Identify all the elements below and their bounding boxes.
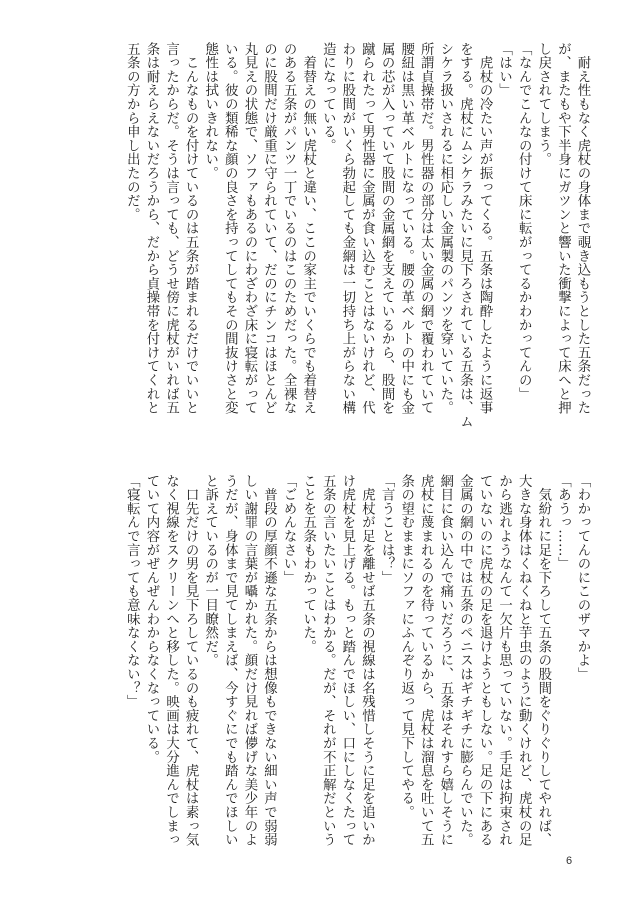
text-line: しい謝罪の言葉が囁かれた。顔だけ見れば儚げな美少年のよ	[241, 474, 257, 847]
text-line: 態性は拭いきれない。	[202, 42, 218, 180]
text-line: 造になっている。	[320, 42, 336, 153]
text-line: から逃れようなんて一欠片も思っていない。手足は拘束され	[496, 474, 512, 847]
text-line: ていないのに虎杖の足を退けようともしない。足の下にある	[477, 474, 493, 847]
text-line: し戻されてしまう。	[535, 42, 551, 167]
text-line: うだが、身体まで見てしまえば、今すぐにでも踏んでほしい	[222, 474, 238, 847]
text-line: け虎杖を見上げる。もっと踏んでほしい、口にしなくたって	[339, 474, 355, 847]
text-line: 口先だけの男を見下ろしているのも疲れて、虎杖は素っ気	[183, 474, 199, 847]
text-line: 耐え性もなく虎杖の身体まで覗き込もうとした五条だった	[575, 42, 590, 415]
text-line: 大きな身体はくねくねと芋虫のように動くけれど、虎杖の足	[516, 474, 532, 847]
text-line: 「言うことは？」	[379, 474, 395, 585]
text-line: 「あうっ……」	[555, 474, 571, 571]
text-line: 「なんでこんなの付けて床に転がってるかわかってんの」	[516, 42, 532, 401]
text-line: 腰紐は黒い革ベルトになっている。腰の革ベルトの中にも金	[398, 42, 414, 415]
text-line: こんなものを付けているのは五条が踏まれるだけでいいと	[183, 42, 199, 415]
text-line: 蹴られたって男性器に金属が食い込むことはないけれど、代	[359, 42, 375, 415]
text-line: 「寝転んで言っても意味なくない？」	[124, 474, 140, 709]
text-line: 普段の厚顔不遜な五条からは想像もできない細い声で弱弱	[261, 474, 277, 847]
text-line: 気紛れに足を下ろして五条の股間をぐりぐりしてやれば、	[535, 474, 551, 847]
text-line: 虎杖に蔑まれるのを待っているから、虎杖は溜息を吐いて五	[418, 474, 434, 847]
text-line: 着替えの無い虎杖と違い、ここの家主でいくらでも着替え	[300, 42, 316, 415]
text-line: のに股間だけ厳重に守られていて、だのにチンコはほとんど	[261, 42, 277, 415]
text-line: 言ったからだ。そうは言っても、どうせ傍に虎杖がいれば五	[163, 42, 179, 415]
text-line: が、またもや下半身にガツンと響いた衝撃によって床へと押	[555, 42, 571, 415]
text-line: をする。虎杖にムシケラみたいに見下ろされている五条は、ム	[457, 42, 473, 429]
text-line: 金属の網の中では五条のペニスはギチギチに膨らんでいた。	[457, 474, 473, 847]
text-block-top	[124, 42, 592, 434]
text-line: ことを五条もわかっていた。	[300, 474, 316, 654]
text-block-bottom	[124, 474, 592, 866]
text-line: 「はい」	[496, 42, 512, 98]
text-line: 虎杖が足を離せば五条の視線は名残惜しそうに足を追いか	[359, 474, 375, 847]
text-line: わりに股間がいくら勃起しても金網は一切持ち上がらない構	[339, 42, 355, 415]
text-line: 条の望むままにソファにふんぞり返って見下してやる。	[398, 474, 414, 819]
text-line: 「わかってんのにこのザマかよ」	[575, 474, 590, 681]
text-line: ていて内容がぜんぜんわからなくなっている。	[143, 474, 159, 764]
text-line: 所謂貞操帯だ。男性器の部分は太い金属の網で覆われていて	[418, 42, 434, 415]
text-line: 五条の言いたいことはわかる。だが、それが不正解だという	[320, 474, 336, 847]
text-line: 丸見えの状態で、ソファもあるのにわざわざ床に寝転がって	[241, 42, 257, 415]
page-number: 6	[566, 855, 573, 867]
text-line: 条は耐えらえないだろうから、だから貞操帯を付けてくれと	[143, 42, 159, 415]
text-line: いる。彼の類稀な顔の良さを持ってしてもその間抜けさと変	[222, 42, 238, 415]
text-line: 網目に食い込んで痛いだろうに、五条はそれすら嬉しそうに	[437, 474, 453, 847]
text-line: 虎杖の冷たい声が振ってくる。五条は陶酔したように返事	[477, 42, 493, 415]
text-line: なく視線をスクリーンへと移した。映画は大分進んでしまっ	[163, 474, 179, 847]
text-line: シケラ扱いされるに相応しい金属製のパンツを穿いていた。	[437, 42, 453, 415]
text-line: と訴えているのが一目瞭然だ。	[202, 474, 218, 668]
text-line: 属の芯が入っていて股間の金属網を支えているから、股間を	[379, 42, 395, 415]
text-line: 五条の方から申し出たのだ。	[124, 42, 140, 222]
text-line: 「ごめんなさい」	[281, 474, 297, 585]
text-line: のある五条がパンツ一丁でいるのはこのためだった。全裸な	[281, 42, 297, 415]
